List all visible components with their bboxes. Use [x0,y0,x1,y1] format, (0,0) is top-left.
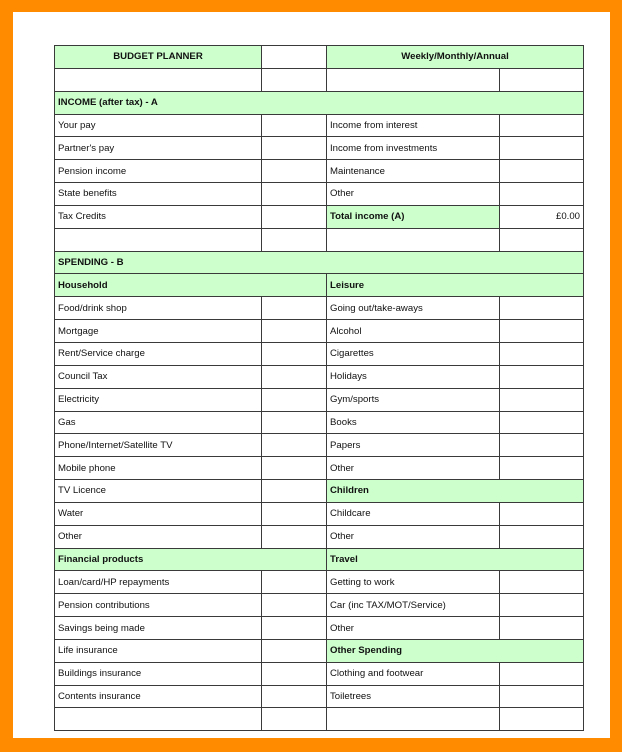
item-label: Papers [327,434,500,457]
section-heading-row [55,548,584,571]
blank-cell[interactable] [500,708,584,731]
amount-cell[interactable] [262,571,327,594]
total-income-value: £0.00 [500,205,584,228]
item-label: Gas [55,411,262,434]
table-row [55,502,584,525]
amount-cell[interactable] [500,160,584,183]
financial-products-heading: Financial products [55,548,327,571]
table-row [55,571,584,594]
amount-cell[interactable] [500,411,584,434]
amount-cell[interactable] [262,114,327,137]
item-label: Other [55,525,262,548]
table-row [55,457,584,480]
title-cell: BUDGET PLANNER [55,46,262,69]
amount-cell[interactable] [262,183,327,206]
table-row [55,617,584,640]
item-label: Toiletrees [327,685,500,708]
spending-heading-row [55,251,584,274]
table-row [55,228,584,251]
amount-cell[interactable] [500,571,584,594]
amount-cell[interactable] [262,662,327,685]
item-label: Water [55,502,262,525]
amount-cell[interactable] [262,342,327,365]
header-row [55,46,584,69]
item-label: Partner's pay [55,137,262,160]
table-row [55,183,584,206]
blank-cell[interactable] [262,68,327,91]
amount-cell[interactable] [262,685,327,708]
amount-cell[interactable] [262,388,327,411]
table-row [55,411,584,434]
table-row [55,594,584,617]
table-row [55,525,584,548]
blank-cell[interactable] [327,68,500,91]
item-label: Food/drink shop [55,297,262,320]
item-label: Pension income [55,160,262,183]
item-label: State benefits [55,183,262,206]
amount-cell[interactable] [262,411,327,434]
amount-cell[interactable] [500,594,584,617]
item-label: Council Tax [55,365,262,388]
item-label: Other [327,183,500,206]
amount-cell[interactable] [500,137,584,160]
blank-cell[interactable] [327,708,500,731]
item-label: Contents insurance [55,685,262,708]
amount-cell[interactable] [262,137,327,160]
item-label: Cigarettes [327,342,500,365]
amount-cell[interactable] [500,183,584,206]
blank-cell[interactable] [500,228,584,251]
household-heading: Household [55,274,327,297]
item-label: Holidays [327,365,500,388]
table-row [55,685,584,708]
income-heading-row [55,91,584,114]
spreadsheet-page [13,12,610,738]
table-row [55,114,584,137]
table-row [55,639,584,662]
item-label: Clothing and footwear [327,662,500,685]
table-row [55,434,584,457]
item-label: Income from interest [327,114,500,137]
table-row [55,342,584,365]
item-label: Maintenance [327,160,500,183]
blank-cell[interactable] [262,708,327,731]
item-label: Gym/sports [327,388,500,411]
section-heading-row [55,274,584,297]
blank-cell[interactable] [500,68,584,91]
period-header-cell: Weekly/Monthly/Annual [327,46,584,69]
item-label: Other [327,525,500,548]
amount-cell[interactable] [262,434,327,457]
blank-cell[interactable] [55,708,262,731]
blank-cell[interactable] [262,46,327,69]
amount-cell[interactable] [262,525,327,548]
amount-cell[interactable] [262,205,327,228]
table-row [55,480,584,503]
item-label: Buildings insurance [55,662,262,685]
blank-cell[interactable] [262,228,327,251]
item-label: Pension contributions [55,594,262,617]
item-label: TV Licence [55,480,262,503]
other-spending-heading: Other Spending [327,639,584,662]
item-label: Car (inc TAX/MOT/Service) [327,594,500,617]
item-label: Electricity [55,388,262,411]
item-label: Childcare [327,502,500,525]
amount-cell[interactable] [500,457,584,480]
item-label: Other [327,617,500,640]
item-label: Going out/take-aways [327,297,500,320]
leisure-heading: Leisure [327,274,584,297]
table-row [55,68,584,91]
item-label: Alcohol [327,320,500,343]
item-label: Tax Credits [55,205,262,228]
amount-cell[interactable] [262,594,327,617]
amount-cell[interactable] [262,502,327,525]
item-label: Getting to work [327,571,500,594]
amount-cell[interactable] [500,388,584,411]
item-label: Loan/card/HP repayments [55,571,262,594]
blank-cell[interactable] [55,228,262,251]
amount-cell[interactable] [500,434,584,457]
amount-cell[interactable] [500,365,584,388]
amount-cell[interactable] [500,502,584,525]
amount-cell[interactable] [262,457,327,480]
table-row [55,708,584,731]
item-label: Mortgage [55,320,262,343]
spending-heading: SPENDING - B [55,251,584,274]
income-heading: INCOME (after tax) - A [55,91,584,114]
table-row [55,320,584,343]
item-label: Mobile phone [55,457,262,480]
table-row [55,160,584,183]
table-row [55,662,584,685]
item-label: Rent/Service charge [55,342,262,365]
item-label: Life insurance [55,639,262,662]
table-row [55,365,584,388]
amount-cell[interactable] [500,662,584,685]
amount-cell[interactable] [500,297,584,320]
amount-cell[interactable] [500,617,584,640]
table-row [55,388,584,411]
item-label: Income from investments [327,137,500,160]
table-row [55,297,584,320]
amount-cell[interactable] [500,525,584,548]
amount-cell[interactable] [262,365,327,388]
amount-cell[interactable] [262,160,327,183]
budget-planner-table [54,45,584,731]
amount-cell[interactable] [262,320,327,343]
table-row [55,137,584,160]
amount-cell[interactable] [262,639,327,662]
amount-cell[interactable] [262,297,327,320]
amount-cell[interactable] [500,685,584,708]
item-label: Other [327,457,500,480]
travel-heading: Travel [327,548,584,571]
amount-cell[interactable] [262,617,327,640]
blank-cell[interactable] [327,228,500,251]
blank-cell[interactable] [55,68,262,91]
item-label: Books [327,411,500,434]
amount-cell[interactable] [500,342,584,365]
total-income-label: Total income (A) [327,205,500,228]
amount-cell[interactable] [500,320,584,343]
item-label: Phone/Internet/Satellite TV [55,434,262,457]
table-row [55,205,584,228]
amount-cell[interactable] [500,114,584,137]
item-label: Savings being made [55,617,262,640]
amount-cell[interactable] [262,480,327,503]
item-label: Your pay [55,114,262,137]
children-heading: Children [327,480,584,503]
